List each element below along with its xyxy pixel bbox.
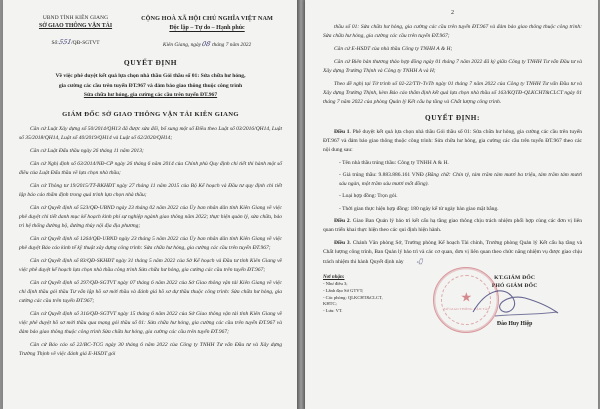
place-date-prefix: Kiên Giang, ngày <box>162 41 202 48</box>
bullet-contract-duration <box>323 205 582 214</box>
article-2-text: . Giao Ban Quản lý bảo trì kết cấu hạ tầng giao thông chịu trách nhiệm phối hợp cùng các đơn vị liên quan triển khai thực hiện theo các qui định hiện hành. <box>323 217 582 233</box>
date-day-handwritten: 08 <box>201 39 212 48</box>
recital-item: Căn cứ Luật Đấu thầu ngày 26 tháng 11 năm 2013; <box>30 148 144 155</box>
article-3-label: Điều 3 <box>334 239 350 246</box>
article-1-label: Điều 1 <box>334 128 350 135</box>
article-1 <box>323 128 582 155</box>
article-1-text: . Phê duyệt kết quả lựa chọn nhà thầu Gói thầu số 01: Sửa chữa hư hỏng, gia cường các cầu trên tuyến ĐT.967 và đảm bảo giao thông thuộc công trình: Sửa chữa hư hỏng, gia cường các cầu trên tuyến ĐT.967 theo các nội dung sau: <box>323 128 583 153</box>
recital-item: Căn cứ Nghị định số 63/2014/NĐ-CP ngày 26 tháng 6 năm 2014 của Chính phủ Quy định chi tiết thi hành một số điều của Luật Đấu thầu về lựa chọn nhà thầu; <box>19 161 282 177</box>
continued-paragraph: thầu số 01: Sửa chữa hư hỏng, gia cường các cầu trên tuyến ĐT.967 và đảm bảo giao thông thuộc công trình: Sửa chữa hư hỏng, gia cường các cầu trên tuyến ĐT.967; <box>323 24 582 39</box>
recipient-item: KHTC; <box>323 301 337 307</box>
bullet-winning-contractor <box>323 159 582 168</box>
recital-item: Căn cứ Thông tư 19/2015/TT-BKHĐT ngày 27 tháng 11 năm 2015 của Bộ Kế hoạch và Đầu tư quy định chi tiết lập báo cáo thẩm định trong quá trình lựa chọn nhà thầu; <box>19 183 282 199</box>
recital-item: Căn cứ Quyết định số 83/QĐ-SKHĐT ngày 31 tháng 5 năm 2022 của Sở Kế hoạch và Đầu tư tỉnh Kiên Giang về việc phê duyệt kế hoạch lựa chọn nhà thầu công trình Sửa chữa hư hỏng, gia cường các cầu trên tuyến ĐT.967; <box>19 258 282 274</box>
national-heading-block <box>132 14 282 49</box>
bullet-winning-price <box>323 171 582 189</box>
deciding-authority: GIÁM ĐỐC SỞ GIAO THÔNG VẬN TẢI KIÊN GIANG <box>62 111 239 119</box>
signer-role-line-1: KT.GIÁM ĐỐC <box>494 274 536 281</box>
seal-text: SỞ GIAO THÔNG VẬN TẢI <box>443 307 489 312</box>
issuing-authority-block <box>19 14 132 49</box>
bullet-text: - Thời gian thực hiện hợp đồng: 180 ngày kể từ ngày bàn giao mặt bằng. <box>339 205 499 212</box>
national-motto: Độc lập – Tự do – Hạnh phúc <box>169 24 245 31</box>
recipient-item: - Lưu: VT. <box>323 308 343 314</box>
page-number: 2 <box>451 10 454 16</box>
place-and-date <box>132 40 282 48</box>
bullet-contract-type <box>323 192 582 201</box>
signature-zone <box>323 274 582 327</box>
bullet-text: - Giá trúng thầu: 9.883.886.161 VNĐ <box>339 172 426 179</box>
recital-item: Căn cứ Biên bản thương thảo hợp đồng ngày 01 tháng 7 năm 2022 đã ký giữa Công ty TNHH Tư vấn Đầu tư và Xây dựng Trường Thịnh và Công ty TNHH A và H; <box>323 59 582 74</box>
article-3-text: . Chánh Văn phòng Sở, Trưởng phòng Kế hoạch Tài chính, Trưởng phòng Quản lý Kết cấu hạ tầng và Chất lượng công trình, Ban Quản lý bảo trì và các cơ quan, đơn vị liên quan theo chức năng nhiệm vụ được giao chịu trách nhiệm thi hành Quyết định này <box>323 239 583 265</box>
document-page-1 <box>3 0 298 409</box>
document-subtitle <box>19 72 282 101</box>
recitals-list-page1 <box>19 125 282 359</box>
recital-item: Căn cứ Quyết định số 1264/QĐ-UBND ngày 23 tháng 5 năm 2022 của Ủy ban nhân dân tỉnh Kiên Giang về việc phê duyệt Báo cáo kinh tế kỹ thuật xây dựng công trình: Sửa chữa hư hỏng, gia cường các cầu trên tuyến ĐT.967; <box>19 236 282 252</box>
document-number-suffix: /QĐ-SGTVT <box>71 39 100 46</box>
page-title: QUYẾT ĐỊNH <box>123 57 178 67</box>
article-2 <box>323 217 582 235</box>
bullet-amount-in-words: (Bằng chữ: Chín tỷ, tám trăm tám mươi ba triệu, tám trăm tám mươi sáu ngàn, một trăm sáu mươi mốt đồng). <box>339 172 582 187</box>
document-number-prefix: Số: <box>51 39 59 46</box>
department-name: SỞ GIAO THÔNG VẬN TẢI <box>38 23 113 30</box>
article-2-label: Điều 2 <box>334 217 350 224</box>
document-number <box>52 38 100 46</box>
decides-heading: QUYẾT ĐỊNH: <box>425 113 480 122</box>
signature-flourish-icon: ₓ⃗ <box>413 257 424 265</box>
document-page-2 <box>305 0 598 409</box>
signer-role-line-2: PHÓ GIÁM ĐỐC <box>491 283 538 290</box>
signature-block <box>443 274 582 327</box>
recital-item: Căn cứ Báo cáo số 22/BC-TCG ngày 30 tháng 6 năm 2022 của Công ty TNHH Tư vấn Đầu tư và Xây dựng Trường Thịnh về việc đánh giá E-HSDT gói <box>19 341 282 357</box>
recital-item: Căn cứ Luật Xây dựng số 50/2014/QH13 đã được sửa đổi, bổ sung một số Điều theo Luật số 03/2016/QH14, Luật số 35/2018/QH14, Luật số 40/2019/QH14 và Luật số 62/2020/QH14; <box>19 126 282 142</box>
recipient-item: - Như điều 3; <box>323 280 348 286</box>
recital-item: Căn cứ Quyết định số 297/QĐ-SGTVT ngày 07 tháng 6 năm 2022 của Sở Giao thông vận tải Kiên Giang về việc chỉ định thầu gói thầu Tư vấn lập hồ sơ mời thầu và đánh giá hồ sơ dự thầu thuộc công trình: Sửa chữa hư hỏng, gia cường các cầu trên tuyến ĐT.967; <box>19 280 282 304</box>
seal-star-icon: ★ <box>460 289 473 305</box>
province-name: UBND TỈNH KIÊN GIANG <box>42 15 109 21</box>
recital-item: Căn cứ Quyết định số 316/QĐ-SGTVT ngày 15 tháng 6 năm 2022 của Sở Giao thông vận tải tỉnh Kiên Giang về việc phê duyệt hồ sơ mời thầu qua mạng gói thầu số 01: Sửa chữa hư hỏng, gia cường các cầu trên tuyến ĐT.967 và đảm bảo giao thông thuộc công trình Sửa chữa hư hỏng, gia cường các cầu trên tuyến ĐT.967; <box>19 311 282 335</box>
recipient-item: - Lãnh đạo Sở GTVT; <box>323 287 364 293</box>
signer-name: Đào Huy Hiệp <box>496 320 533 327</box>
recital-item: Theo đề nghị tại Tờ trình số 02-22/TTr-TvTb ngày 01 tháng 7 năm 2022 của Công ty TNHH Tư vấn Đầu tư và Xây dựng Trường Thịnh, kèm Báo cáo thẩm định kết quả lựa chọn nhà thầu số 163/KQTĐ-QLKCHT&CLCT ngày 01 tháng 7 năm 2022 của phòng Quản lý Kết cấu hạ tầng và Chất lượng công trình. <box>323 81 582 105</box>
subtitle-line-3: Sửa chữa hư hỏng, gia cường các cầu trên tuyến ĐT.967 <box>83 92 218 99</box>
subtitle-line-1: Về việc phê duyệt kết quả lựa chọn nhà thầu Gói thầu số 01: Sửa chữa hư hỏng, <box>55 72 246 79</box>
recipients-block <box>323 274 447 327</box>
recipient-item: - Các phòng: QLKCHT&CLCT, <box>323 294 383 300</box>
bullet-text: - Loại hợp đồng: Trọn gói. <box>339 193 398 200</box>
article-3 <box>323 239 582 267</box>
recital-item: Căn cứ E-HSDT của nhà thầu Công ty TNHH A & H; <box>334 46 453 52</box>
document-header <box>19 14 282 49</box>
recipients-heading: Nơi nhận: <box>323 274 345 280</box>
place-date-suffix: tháng 7 năm 2022 <box>212 41 252 48</box>
recital-item: Căn cứ Quyết định số 523/QĐ-UBND ngày 23 tháng 02 năm 2022 của Ủy ban nhân dân tỉnh Kiên Giang về việc phê duyệt chi tiết danh mục kế hoạch kinh phí sự nghiệp ngành giao thông năm 2022; thực hiện quản lý, sửa chữa, bảo trì hệ thống đường bộ, đường thủy nội địa địa phương; <box>19 205 282 230</box>
subtitle-line-2: gia cường các cầu trên tuyến ĐT.967 và đảm bảo giao thông thuộc công trình <box>58 82 243 89</box>
document-number-handwritten: 551 <box>57 37 72 46</box>
bullet-text: - Tên nhà thầu trúng thầu: Công ty TNHH A & H. <box>339 159 449 166</box>
country-name: CỘNG HOÀ XÃ HỘI CHỦ NGHĨA VIỆT NAM <box>141 15 273 22</box>
